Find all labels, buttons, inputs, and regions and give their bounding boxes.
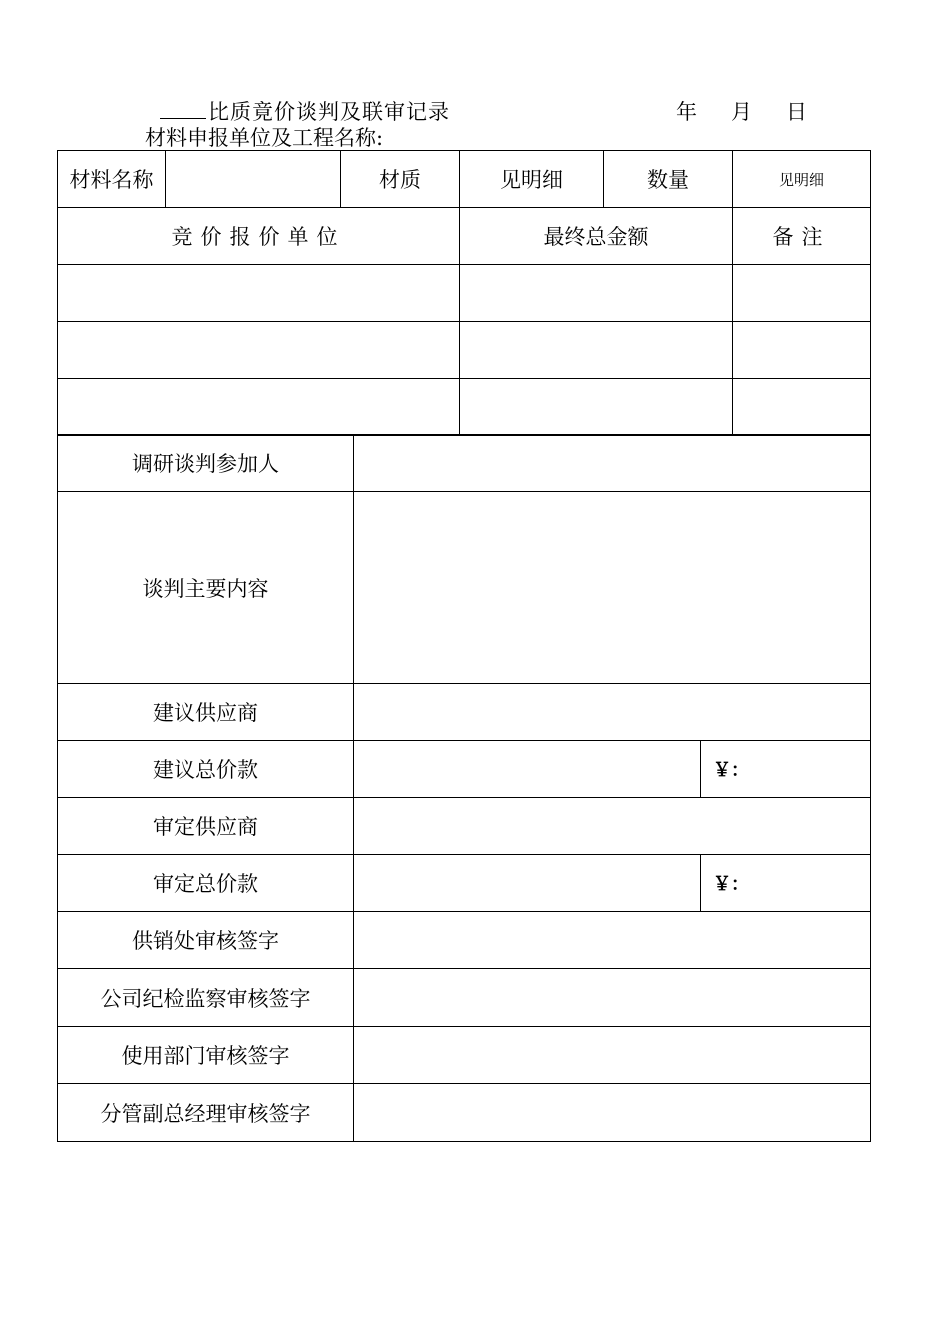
quote-unit-cell[interactable] (58, 322, 460, 379)
material-grade-value[interactable]: 见明细 (460, 151, 604, 208)
material-grade-label: 材质 (341, 151, 460, 208)
sign-department-value[interactable] (354, 1027, 871, 1084)
approved-total-yen[interactable]: ￥： (701, 855, 871, 912)
quantity-label: 数量 (604, 151, 733, 208)
date-year-label: 年 (676, 100, 697, 124)
review-table (57, 434, 871, 1142)
sign-supply-value[interactable] (354, 912, 871, 969)
sign-supply-label: 供销处审核签字 (58, 912, 354, 969)
material-name-label: 材料名称 (58, 151, 166, 208)
quantity-value[interactable]: 见明细 (733, 151, 871, 208)
sign-vp-value[interactable] (354, 1084, 871, 1142)
quote-remark-cell[interactable] (733, 379, 871, 436)
quote-total-cell[interactable] (460, 265, 733, 322)
form-title-text: 比质竟价谈判及联审记录 (208, 100, 450, 124)
quote-total-cell[interactable] (460, 322, 733, 379)
material-name-value[interactable] (166, 151, 341, 208)
approved-supplier-row (58, 798, 871, 855)
participants-row (58, 435, 871, 492)
sign-discipline-label: 公司纪检监察审核签字 (58, 969, 354, 1027)
sign-discipline-row (58, 969, 871, 1027)
quote-remark-cell[interactable] (733, 265, 871, 322)
sign-department-row (58, 1027, 871, 1084)
sign-vp-row (58, 1084, 871, 1142)
approved-total-value[interactable] (354, 855, 701, 912)
sign-supply-row (58, 912, 871, 969)
quote-unit-cell[interactable] (58, 379, 460, 436)
bidder-header: 竞价报价单位 (58, 208, 460, 265)
quote-row (58, 265, 871, 322)
quote-row (58, 379, 871, 436)
remark-header: 备注 (733, 208, 871, 265)
suggested-supplier-value[interactable] (354, 684, 871, 741)
sign-department-label: 使用部门审核签字 (58, 1027, 354, 1084)
sign-vp-label: 分管副总经理审核签字 (58, 1084, 354, 1142)
suggested-supplier-label: 建议供应商 (58, 684, 354, 741)
quote-unit-cell[interactable] (58, 265, 460, 322)
date-day-label: 日 (786, 100, 807, 124)
applicant-label: 材料申报单位及工程名称: (145, 126, 384, 150)
title-blank[interactable] (160, 98, 206, 119)
suggested-supplier-row (58, 684, 871, 741)
total-header: 最终总金额 (460, 208, 733, 265)
content-value[interactable] (354, 492, 871, 684)
suggested-total-label: 建议总价款 (58, 741, 354, 798)
material-row (58, 151, 871, 208)
approved-total-label: 审定总价款 (58, 855, 354, 912)
approved-supplier-label: 审定供应商 (58, 798, 354, 855)
content-label: 谈判主要内容 (58, 492, 354, 684)
participants-label: 调研谈判参加人 (58, 435, 354, 492)
quote-header-row (58, 208, 871, 265)
participants-value[interactable] (354, 435, 871, 492)
date-month-label: 月 (731, 100, 752, 124)
approved-supplier-value[interactable] (354, 798, 871, 855)
content-row (58, 492, 871, 684)
suggested-total-row (58, 741, 871, 798)
suggested-total-value[interactable] (354, 741, 701, 798)
quote-remark-cell[interactable] (733, 322, 871, 379)
approved-total-row (58, 855, 871, 912)
quote-table (57, 150, 871, 436)
suggested-total-yen[interactable]: ￥： (701, 741, 871, 798)
quote-row (58, 322, 871, 379)
sign-discipline-value[interactable] (354, 969, 871, 1027)
quote-total-cell[interactable] (460, 379, 733, 436)
